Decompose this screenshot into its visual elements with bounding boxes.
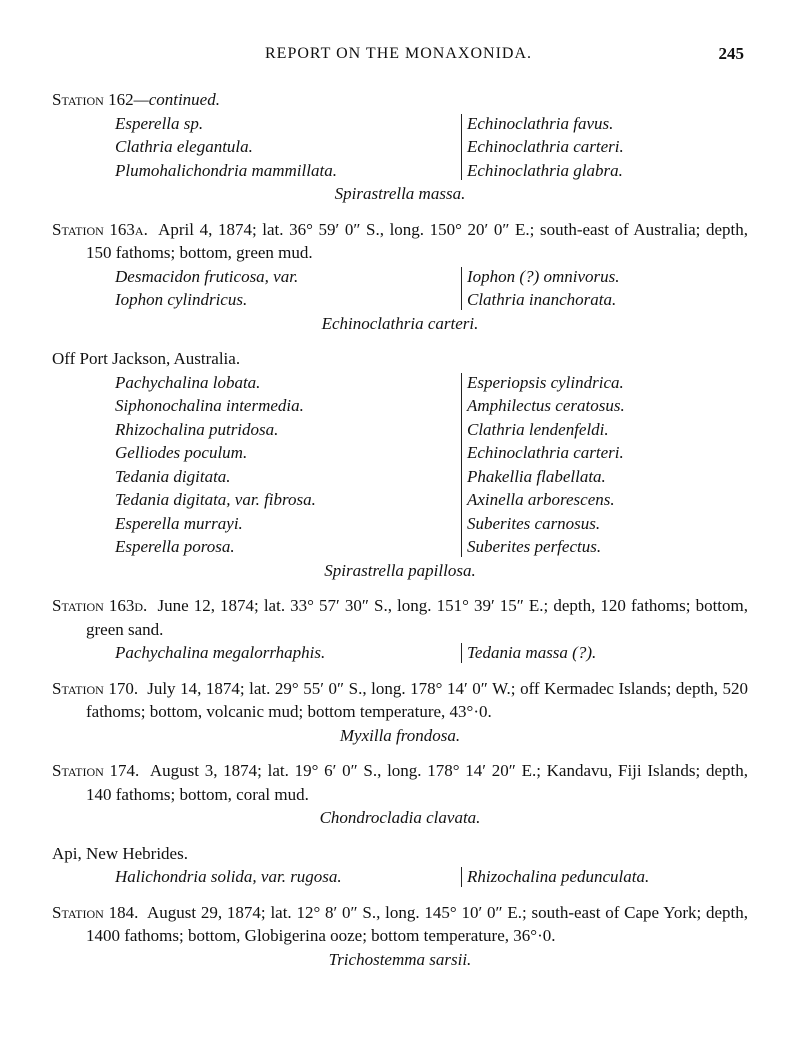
species-name: Iophon (?) omnivorus. [467,266,620,286]
species-name: Esperella sp. [115,113,204,133]
column-divider [461,643,462,663]
column-divider [461,373,462,557]
column-divider [461,114,462,181]
species-list-left [115,371,403,559]
station-heading [52,88,748,112]
species-name: Pachychalina lobata. [115,372,261,392]
species-centered: Echinoclathria carteri. [321,313,479,333]
species-name: Clathria inanchorata. [467,290,617,309]
species-name: Esperiopsis cylindrica. [467,372,624,392]
species-list-right [403,265,620,312]
species-list-left [115,641,403,665]
running-title: REPORT ON THE MONAXONIDA. [265,45,533,62]
species-name: Echinoclathria carteri. [467,443,624,462]
station-entry [52,594,748,665]
station-details: July 14, 1874; lat. 29° 55′ 0″ S., long. 178° 14′ 0″ W.; off Kermadec Islands; depth, 520 fathoms; bottom, volcanic mud; bottom temperature, 43°·0. [86,678,748,721]
species-name: Gelliodes poculum. [115,443,248,462]
species-name: Clathria lendenfeldi. [467,419,609,439]
station-heading [52,759,748,806]
species-name: Axinella arborescens. [467,490,615,509]
species-name: Suberites carnosus. [467,513,601,533]
species-name: Echinoclathria carteri. [467,137,624,156]
species-list-left [115,265,403,312]
species-list-right [403,641,596,665]
species-columns [115,112,748,183]
species-name: Siphonochalina intermedia. [115,396,304,415]
species-name: Echinoclathria glabra. [467,160,623,180]
species-name: Phakellia flabellata. [467,466,606,486]
species-name: Tedania digitata, var. fibrosa. [115,490,316,509]
station-entry [52,218,748,336]
station-entry [52,901,748,972]
species-name: Clathria elegantula. [115,137,253,156]
species-name: Rhizochalina putridosa. [115,419,279,439]
species-name: Halichondria solida, var. rugosa. [115,867,342,886]
station-details: June 12, 1874; lat. 33° 57′ 30″ S., long. 151° 39′ 15″ E.; depth, 120 fathoms; bottom, green sand. [86,596,748,639]
species-list-left [115,112,403,183]
station-label: Station 174. [52,761,140,780]
station-entry [52,842,748,889]
species-centered: Myxilla frondosa. [339,725,461,745]
species-list-right [403,865,649,889]
species-centered: Spirastrella papillosa. [324,560,476,580]
species-columns [115,641,748,665]
station-details: April 4, 1874; lat. 36° 59′ 0″ S., long. 150° 20′ 0″ E.; south-east of Australia; depth, 150 fathoms; bottom, green mud. [86,219,749,262]
station-heading [52,594,748,641]
station-entry [52,759,748,830]
station-label: Station 162 [52,90,134,109]
column-divider [461,867,462,887]
species-centered: Chondrocladia clavata. [319,808,481,827]
species-list-right [403,371,625,559]
species-columns [115,865,748,889]
species-columns [115,265,748,312]
station-label: Station 184. [52,902,139,922]
station-label: Station 163d. [52,596,148,615]
species-list-right [403,112,624,183]
page-number: 245 [718,44,744,63]
species-name: Esperella murrayi. [115,513,243,533]
station-details: August 29, 1874; lat. 12° 8′ 0″ S., long. 145° 10′ 0″ E.; south-east of Cape York; depth, 1400 fathoms; bottom, Globigerina ooze; bottom temperature, 36°·0. [86,902,748,945]
species-name: Pachychalina megalorrhaphis. [115,643,326,662]
station-label: Station 170. [52,678,139,698]
species-name: Plumohalichondria mammillata. [115,160,337,180]
species-name: Suberites perfectus. [467,537,602,556]
page-header [0,42,800,68]
station-label: Station 163a. [52,219,148,239]
station-entry [52,347,748,582]
species-name: Iophon cylindricus. [115,290,248,309]
species-name: Rhizochalina pedunculata. [467,867,650,886]
station-heading [52,677,748,724]
station-suffix: —continued. [133,90,220,109]
station-heading [52,901,748,948]
species-name: Esperella porosa. [115,537,235,556]
species-centered: Trichostemma sarsii. [328,949,472,969]
document-body [52,88,748,983]
place-heading: Off Port Jackson, Australia. [52,349,241,368]
species-name: Echinoclathria favus. [467,113,614,133]
column-divider [461,267,462,310]
species-name: Desmacidon fruticosa, var. [115,266,299,286]
species-name: Amphilectus ceratosus. [467,396,625,415]
station-entry [52,88,748,206]
species-columns [115,371,748,559]
species-name: Tedania digitata. [115,466,231,486]
place-heading: Api, New Hebrides. [52,843,188,863]
species-centered: Spirastrella massa. [334,184,466,203]
station-entry [52,677,748,748]
station-details: August 3, 1874; lat. 19° 6′ 0″ S., long. 178° 14′ 20″ E.; Kandavu, Fiji Islands; depth, 140 fathoms; bottom, coral mud. [86,761,748,804]
species-name: Tedania massa (?). [467,643,597,662]
station-heading [52,218,748,265]
species-list-left [115,865,403,889]
